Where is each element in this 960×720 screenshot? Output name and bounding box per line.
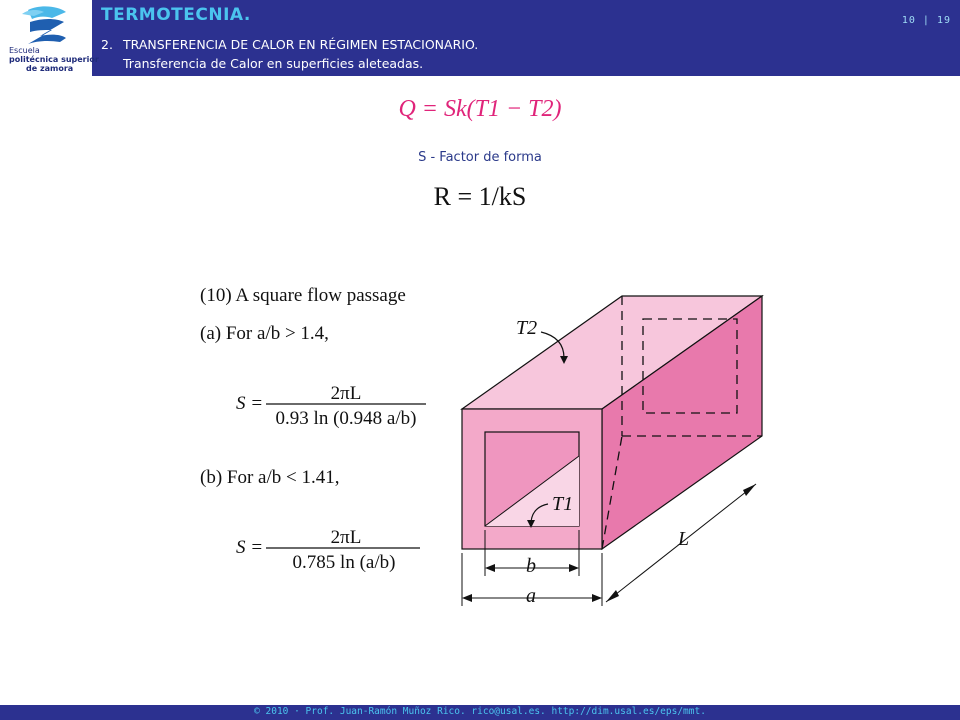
label-T1: T1 <box>552 493 574 515</box>
label-b: b <box>526 555 536 577</box>
formula-b-lhs: S = <box>236 537 264 558</box>
case-b-label: (b) For a/b < 1.41, <box>200 467 340 488</box>
formula-a-numerator: 2πL <box>330 383 362 404</box>
resistance-formula <box>0 182 960 212</box>
label-L: L <box>678 528 690 550</box>
formula-r-text: R = 1/kS <box>433 182 527 211</box>
label-a: a <box>526 585 536 607</box>
dimension-b-arrow-end <box>569 564 579 572</box>
section-title: TRANSFERENCIA DE CALOR EN RÉGIMEN ESTACIONARIO. <box>123 37 479 52</box>
figure-heading: (10) A square flow passage <box>200 285 406 306</box>
page-indicator: 10 | 19 <box>901 15 951 26</box>
header-bar <box>0 0 960 76</box>
formula-a-lhs: S = <box>236 393 264 414</box>
shape-factor-formula <box>0 96 960 123</box>
school-logo <box>0 0 99 76</box>
dimension-b-arrow-start <box>485 564 495 572</box>
footer-credits: © 2010 · Prof. Juan-Ramón Muñoz Rico. rico@usal.es. http://dim.usal.es/eps/mmt. <box>254 706 706 717</box>
label-T2: T2 <box>516 317 538 339</box>
dimension-L-arrow-start <box>606 590 619 602</box>
logo-text-line-3: de zamora <box>26 64 74 73</box>
shape-factor-caption: S - Factor de forma <box>418 150 542 165</box>
square-flow-passage-figure <box>186 272 776 617</box>
formula-b-denominator: 0.785 ln (a/b) <box>292 552 396 573</box>
formula-b-numerator: 2πL <box>330 527 362 548</box>
subsection-title: Transferencia de Calor en superficies aleteadas. <box>123 56 424 71</box>
section-number: 2. <box>101 37 113 52</box>
passage-drawing <box>462 296 762 607</box>
case-a-label: (a) For a/b > 1.4, <box>200 323 329 344</box>
dimension-a-arrow-end <box>592 594 602 602</box>
logo-text-line-1: Escuela <box>9 46 40 55</box>
dimension-a-arrow-start <box>462 594 472 602</box>
section-heading <box>101 35 478 73</box>
course-title: TERMOTECNIA. <box>101 5 251 25</box>
logo-text-line-2: politécnica superior <box>9 55 99 64</box>
formula-a-denominator: 0.93 ln (0.948 a/b) <box>275 408 417 429</box>
formula-main-text: Q = Sk(T1 − T2) <box>398 96 562 122</box>
dimension-L-arrow-end <box>743 484 756 496</box>
